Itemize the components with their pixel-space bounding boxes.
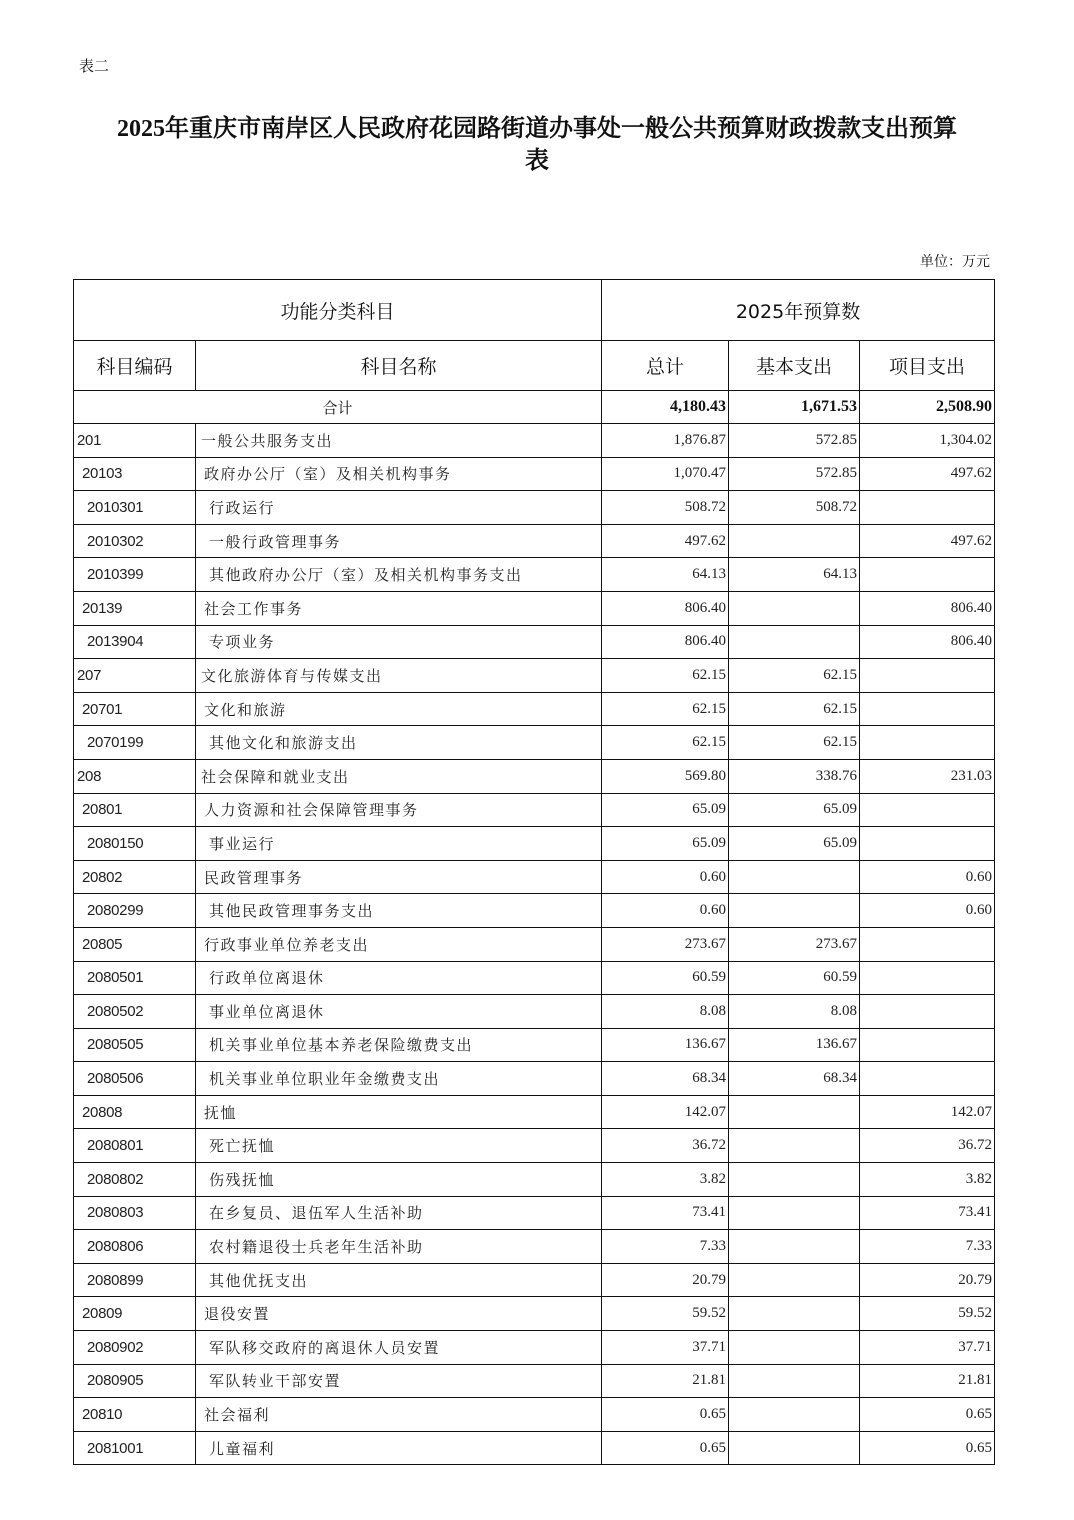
cell-project-expenditure: 7.33 [860,1230,995,1264]
cell-subject-name: 文化旅游体育与传媒支出 [196,659,602,693]
cell-basic-expenditure: 65.09 [729,827,860,861]
page-title-line-1: 2025年重庆市南岸区人民政府花园路街道办事处一般公共预算财政拨款支出预算 [117,116,957,142]
cell-basic-expenditure [729,1163,860,1197]
cell-subject-name: 死亡抚恤 [196,1129,602,1163]
cell-subject-name: 社会保障和就业支出 [196,759,602,793]
cell-total: 65.09 [602,827,729,861]
cell-basic-expenditure [729,625,860,659]
cell-subject-code: 20103 [74,457,196,491]
table-row [74,692,995,726]
cell-project-expenditure [860,726,995,760]
cell-subject-code: 2010301 [74,491,196,525]
cell-subject-name: 伤残抚恤 [196,1163,602,1197]
cell-project-expenditure [860,793,995,827]
header-total: 总计 [602,341,729,391]
cell-total: 0.60 [602,860,729,894]
cell-subject-name: 一般行政管理事务 [196,524,602,558]
cell-subject-name: 事业单位离退休 [196,995,602,1029]
cell-subject-name: 军队移交政府的离退休人员安置 [196,1331,602,1365]
table-row [74,1297,995,1331]
cell-project-expenditure: 37.71 [860,1331,995,1365]
cell-total: 569.80 [602,759,729,793]
table-row [74,1331,995,1365]
cell-basic-expenditure [729,1431,860,1465]
cell-subject-name: 社会工作事务 [196,591,602,625]
table-row [74,424,995,458]
cell-subject-name: 行政运行 [196,491,602,525]
table-row [74,524,995,558]
table-row [74,1062,995,1096]
cell-project-expenditure [860,1062,995,1096]
cell-basic-expenditure: 572.85 [729,457,860,491]
cell-subject-code: 2080905 [74,1364,196,1398]
cell-basic-expenditure: 273.67 [729,927,860,961]
cell-subject-code: 20139 [74,591,196,625]
header-budget-2025: 2025年预算数 [602,280,995,341]
cell-basic-expenditure [729,1095,860,1129]
table-row [74,558,995,592]
cell-basic-expenditure: 8.08 [729,995,860,1029]
cell-subject-name: 行政事业单位养老支出 [196,927,602,961]
cell-subject-name: 社会福利 [196,1398,602,1432]
header-group-row [74,280,995,341]
cell-project-expenditure: 0.60 [860,894,995,928]
cell-total: 73.41 [602,1196,729,1230]
cell-subject-name: 其他优抚支出 [196,1263,602,1297]
cell-basic-expenditure [729,1398,860,1432]
cell-project-expenditure [860,558,995,592]
cell-subject-name: 在乡复员、退伍军人生活补助 [196,1196,602,1230]
table-row [74,726,995,760]
table-row [74,1028,995,1062]
table-row [74,1196,995,1230]
cell-subject-code: 20802 [74,860,196,894]
cell-subject-code: 2080801 [74,1129,196,1163]
table-row [74,625,995,659]
cell-basic-expenditure: 62.15 [729,726,860,760]
total-cell-total: 4,180.43 [602,391,729,424]
cell-subject-name: 民政管理事务 [196,860,602,894]
table-row [74,1431,995,1465]
total-cell-project: 2,508.90 [860,391,995,424]
cell-total: 497.62 [602,524,729,558]
table-row [74,961,995,995]
cell-total: 20.79 [602,1263,729,1297]
cell-basic-expenditure: 572.85 [729,424,860,458]
cell-subject-name: 文化和旅游 [196,692,602,726]
cell-total: 136.67 [602,1028,729,1062]
table-row [74,1364,995,1398]
cell-total: 142.07 [602,1095,729,1129]
cell-subject-code: 20810 [74,1398,196,1432]
cell-basic-expenditure [729,1364,860,1398]
table-row [74,1163,995,1197]
cell-basic-expenditure: 65.09 [729,793,860,827]
cell-subject-code: 208 [74,759,196,793]
cell-basic-expenditure [729,524,860,558]
cell-subject-name: 军队转业干部安置 [196,1364,602,1398]
cell-total: 64.13 [602,558,729,592]
cell-basic-expenditure [729,1297,860,1331]
cell-project-expenditure: 20.79 [860,1263,995,1297]
table-row [74,1398,995,1432]
table-row [74,860,995,894]
cell-subject-code: 207 [74,659,196,693]
cell-subject-name: 农村籍退役士兵老年生活补助 [196,1230,602,1264]
cell-subject-name: 机关事业单位基本养老保险缴费支出 [196,1028,602,1062]
cell-subject-name: 机关事业单位职业年金缴费支出 [196,1062,602,1096]
cell-basic-expenditure [729,860,860,894]
cell-subject-code: 2013904 [74,625,196,659]
cell-project-expenditure: 497.62 [860,524,995,558]
cell-total: 0.65 [602,1398,729,1432]
cell-basic-expenditure [729,894,860,928]
cell-basic-expenditure: 62.15 [729,659,860,693]
cell-subject-code: 2080803 [74,1196,196,1230]
cell-total: 62.15 [602,659,729,693]
cell-project-expenditure [860,995,995,1029]
cell-basic-expenditure: 62.15 [729,692,860,726]
cell-subject-name: 政府办公厅（室）及相关机构事务 [196,457,602,491]
cell-basic-expenditure [729,1196,860,1230]
cell-subject-code: 20801 [74,793,196,827]
header-column-row [74,341,995,391]
cell-subject-code: 2080150 [74,827,196,861]
cell-project-expenditure: 73.41 [860,1196,995,1230]
cell-project-expenditure: 497.62 [860,457,995,491]
cell-total: 60.59 [602,961,729,995]
table-row [74,793,995,827]
cell-total: 508.72 [602,491,729,525]
cell-total: 273.67 [602,927,729,961]
cell-subject-code: 2080299 [74,894,196,928]
cell-basic-expenditure [729,1129,860,1163]
table-row [74,759,995,793]
cell-total: 0.65 [602,1431,729,1465]
cell-total: 1,876.87 [602,424,729,458]
table-row [74,995,995,1029]
cell-subject-code: 2080501 [74,961,196,995]
cell-subject-name: 其他民政管理事务支出 [196,894,602,928]
cell-basic-expenditure: 64.13 [729,558,860,592]
cell-subject-code: 2080806 [74,1230,196,1264]
table-row [74,1095,995,1129]
cell-subject-code: 2080802 [74,1163,196,1197]
cell-subject-name: 专项业务 [196,625,602,659]
cell-subject-name: 其他文化和旅游支出 [196,726,602,760]
cell-project-expenditure: 806.40 [860,625,995,659]
cell-subject-code: 2080902 [74,1331,196,1365]
cell-subject-code: 2080502 [74,995,196,1029]
cell-project-expenditure: 0.65 [860,1431,995,1465]
cell-basic-expenditure [729,591,860,625]
header-project-expenditure: 项目支出 [860,341,995,391]
table-row [74,591,995,625]
cell-subject-name: 事业运行 [196,827,602,861]
cell-subject-name: 退役安置 [196,1297,602,1331]
cell-project-expenditure [860,827,995,861]
cell-total: 62.15 [602,726,729,760]
total-cell-basic: 1,671.53 [729,391,860,424]
cell-project-expenditure: 806.40 [860,591,995,625]
table-number-label: 表二 [79,57,110,75]
table-row [74,1230,995,1264]
cell-total: 0.60 [602,894,729,928]
cell-project-expenditure: 142.07 [860,1095,995,1129]
cell-project-expenditure: 21.81 [860,1364,995,1398]
table-row [74,491,995,525]
table-row [74,927,995,961]
cell-project-expenditure: 0.65 [860,1398,995,1432]
cell-subject-name: 行政单位离退休 [196,961,602,995]
cell-project-expenditure [860,692,995,726]
cell-basic-expenditure: 68.34 [729,1062,860,1096]
cell-project-expenditure [860,491,995,525]
cell-subject-name: 人力资源和社会保障管理事务 [196,793,602,827]
budget-table [73,279,995,1465]
cell-total: 37.71 [602,1331,729,1365]
page-title-line-2: 表 [525,148,549,174]
cell-subject-name: 抚恤 [196,1095,602,1129]
cell-project-expenditure [860,1028,995,1062]
unit-label: 单位：万元 [920,254,990,270]
cell-total: 806.40 [602,625,729,659]
cell-project-expenditure: 1,304.02 [860,424,995,458]
cell-total: 806.40 [602,591,729,625]
cell-subject-code: 2081001 [74,1431,196,1465]
cell-total: 8.08 [602,995,729,1029]
cell-project-expenditure [860,961,995,995]
cell-subject-code: 20701 [74,692,196,726]
cell-subject-code: 2080899 [74,1263,196,1297]
cell-total: 65.09 [602,793,729,827]
header-subject-name: 科目名称 [196,341,602,391]
cell-project-expenditure [860,927,995,961]
cell-subject-code: 201 [74,424,196,458]
cell-total: 36.72 [602,1129,729,1163]
header-subject-code: 科目编码 [74,341,196,391]
cell-project-expenditure: 0.60 [860,860,995,894]
cell-total: 59.52 [602,1297,729,1331]
cell-subject-code: 20809 [74,1297,196,1331]
cell-total: 62.15 [602,692,729,726]
cell-total: 3.82 [602,1163,729,1197]
cell-total: 68.34 [602,1062,729,1096]
cell-subject-code: 2010399 [74,558,196,592]
cell-project-expenditure: 231.03 [860,759,995,793]
table-row [74,457,995,491]
cell-basic-expenditure: 508.72 [729,491,860,525]
cell-subject-code: 2070199 [74,726,196,760]
cell-basic-expenditure: 60.59 [729,961,860,995]
table-row [74,659,995,693]
cell-subject-name: 儿童福利 [196,1431,602,1465]
cell-subject-code: 2080506 [74,1062,196,1096]
cell-subject-code: 2010302 [74,524,196,558]
cell-project-expenditure: 59.52 [860,1297,995,1331]
cell-subject-code: 20808 [74,1095,196,1129]
cell-basic-expenditure: 136.67 [729,1028,860,1062]
cell-basic-expenditure [729,1263,860,1297]
cell-total: 7.33 [602,1230,729,1264]
cell-project-expenditure: 36.72 [860,1129,995,1163]
header-functional-classification: 功能分类科目 [74,280,602,341]
table-row [74,827,995,861]
total-row [74,391,995,424]
table-row [74,1263,995,1297]
cell-project-expenditure: 3.82 [860,1163,995,1197]
page-title [60,113,1014,177]
cell-basic-expenditure [729,1331,860,1365]
cell-total: 1,070.47 [602,457,729,491]
cell-basic-expenditure [729,1230,860,1264]
cell-subject-code: 20805 [74,927,196,961]
cell-project-expenditure [860,659,995,693]
cell-basic-expenditure: 338.76 [729,759,860,793]
cell-subject-code: 2080505 [74,1028,196,1062]
cell-total: 21.81 [602,1364,729,1398]
table-row [74,1129,995,1163]
cell-subject-name: 其他政府办公厅（室）及相关机构事务支出 [196,558,602,592]
total-label: 合计 [74,391,602,424]
table-row [74,894,995,928]
cell-subject-name: 一般公共服务支出 [196,424,602,458]
header-basic-expenditure: 基本支出 [729,341,860,391]
